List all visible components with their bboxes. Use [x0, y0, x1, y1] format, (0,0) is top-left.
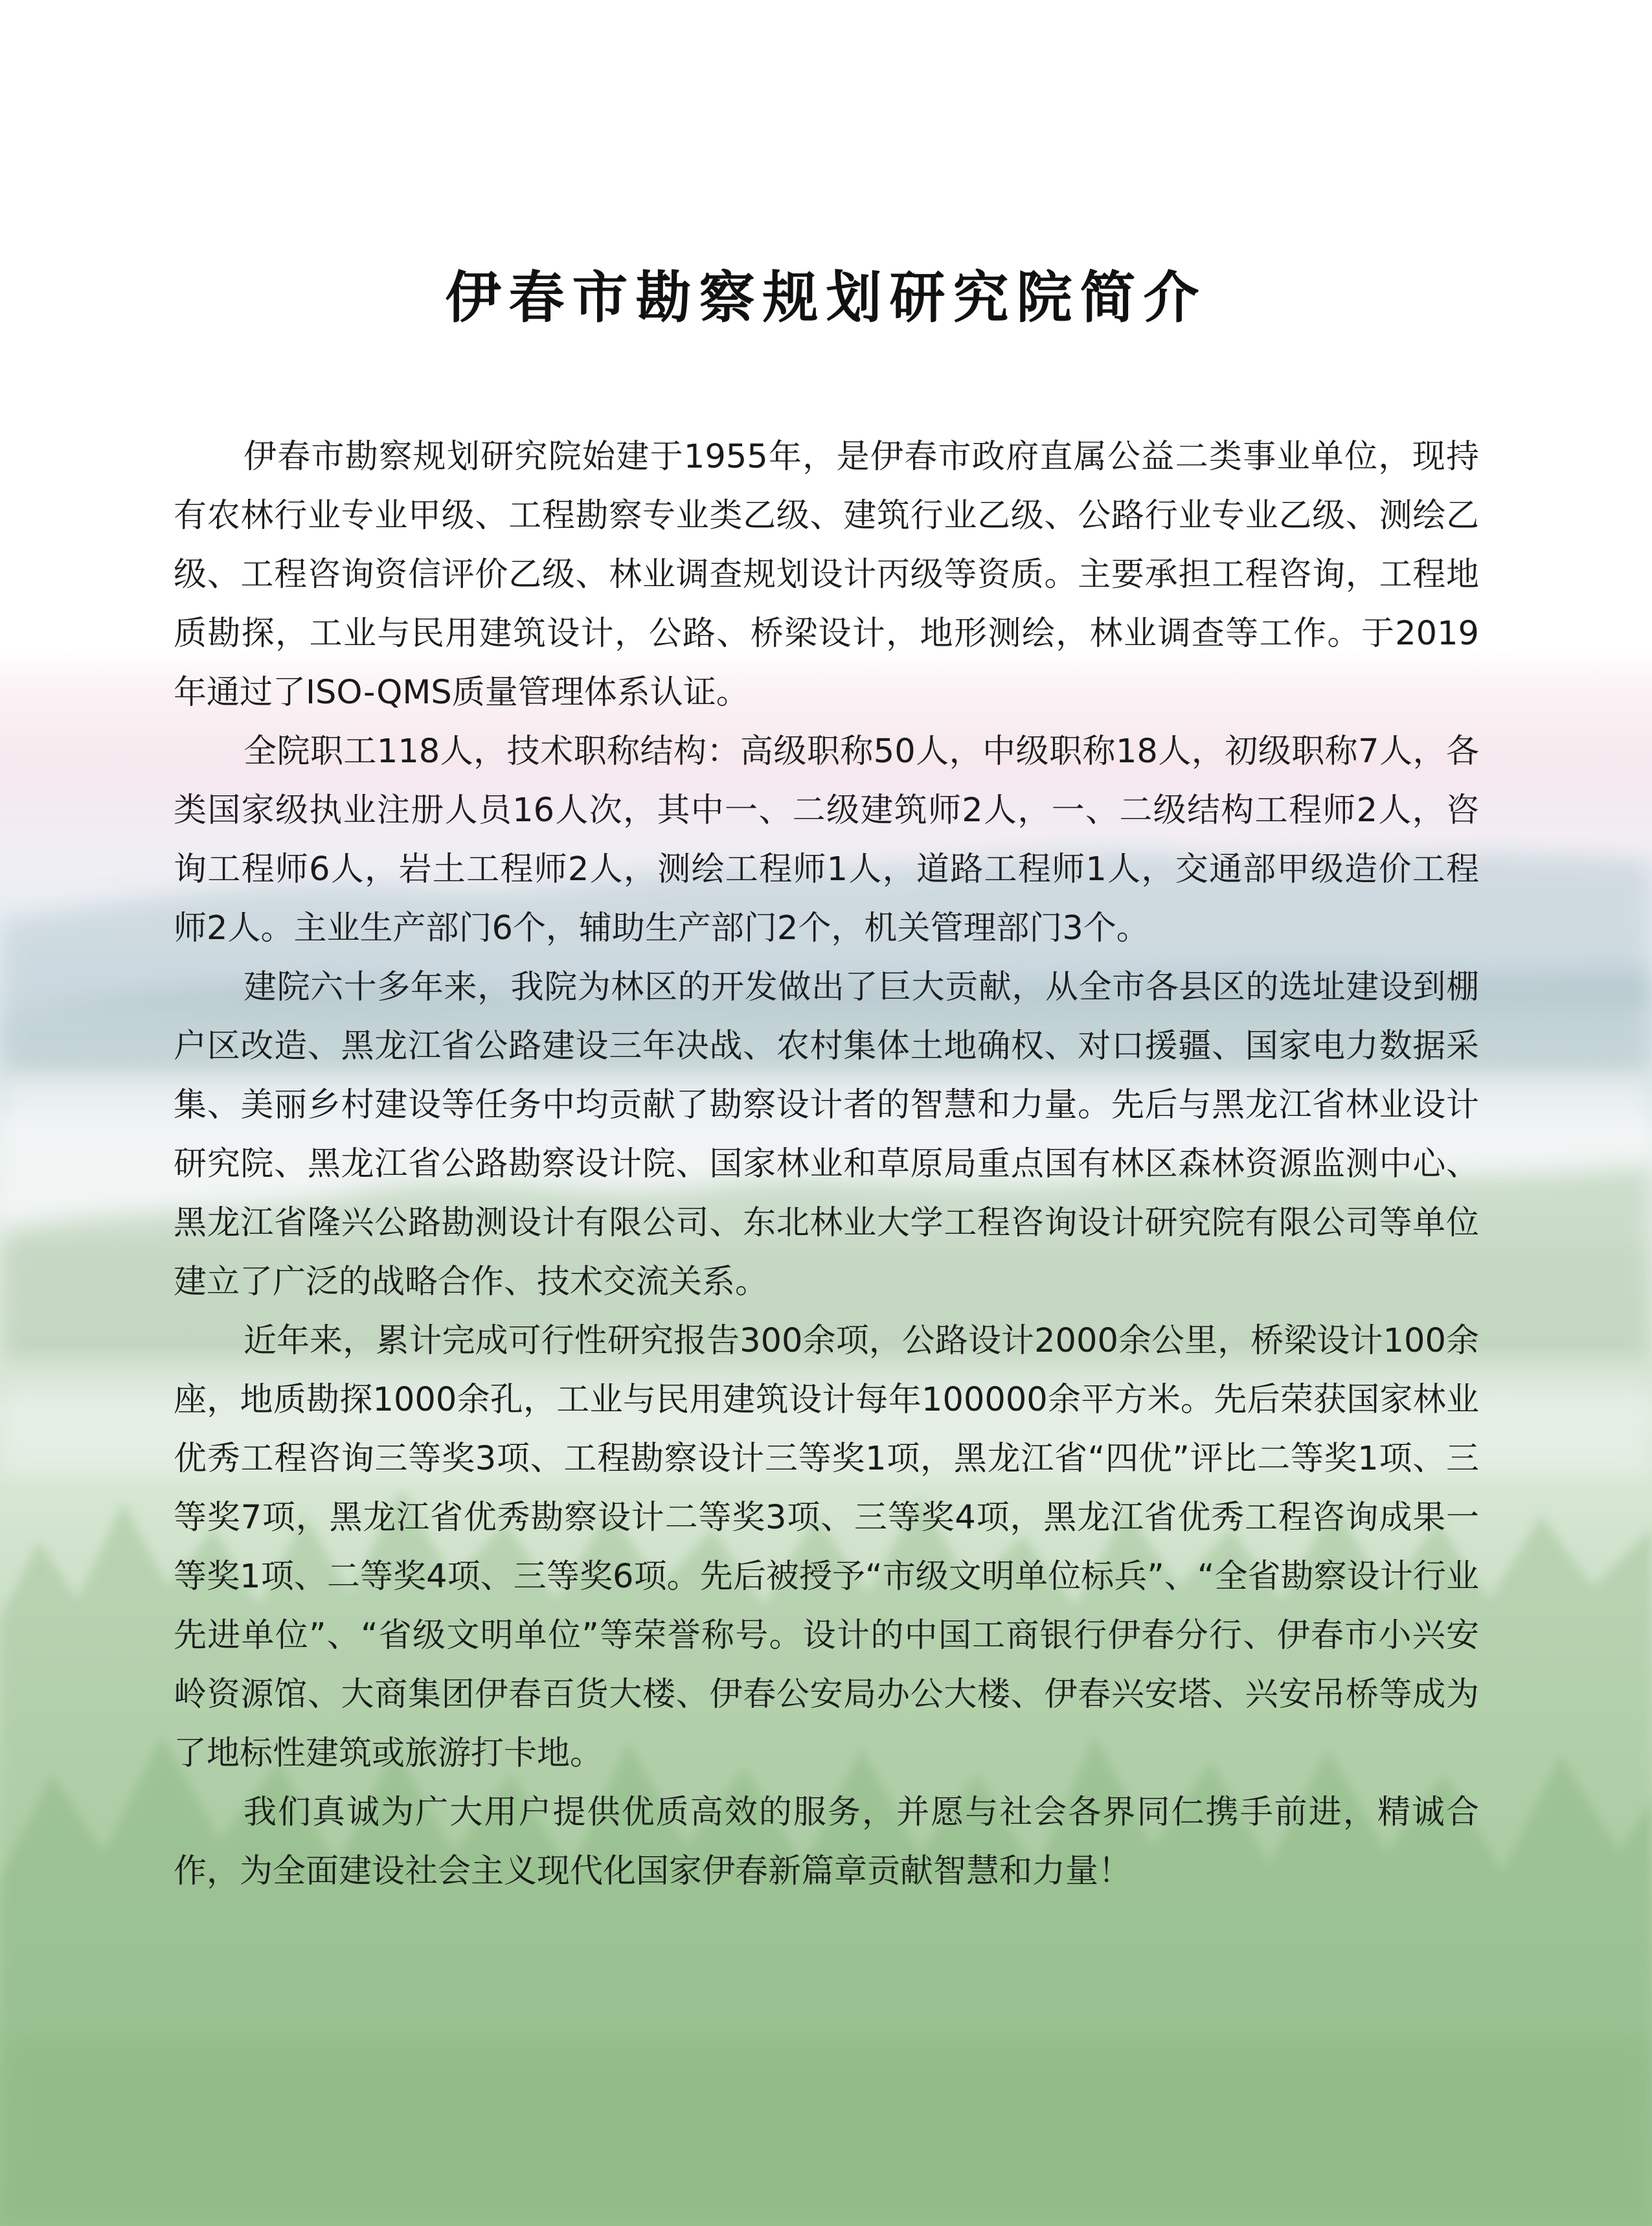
paragraph-contributions: 建院六十多年来，我院为林区的开发做出了巨大贡献，从全市各县区的选址建设到棚户区改造、黑龙江省公路建设三年决战、农村集体土地确权、对口援疆、国家电力数据采集、美丽乡村建设等任务中均贡献了勘察设计者的智慧和力量。先后与黑龙江省林业设计研究院、黑龙江省公路勘察设计院、国家林业和草原局重点国有林区森林资源监测中心、黑龙江省隆兴公路勘测设计有限公司、东北林业大学工程咨询设计研究院有限公司等单位建立了广泛的战略合作、技术交流关系。 — [174, 968, 1479, 1301]
page-title: 伊春市勘察规划研究院简介 — [445, 266, 1207, 330]
paragraph-staff: 全院职工118人，技术职称结构：高级职称50人，中级职称18人，初级职称7人，各类国家级执业注册人员16人次，其中一、二级建筑师2人，一、二级结构工程师2人，咨询工程师6人，岩土工程师2人，测绘工程师1人，道路工程师1人，交通部甲级造价工程师2人。主业生产部门6个，辅助生产部门2个，机关管理部门3个。 — [174, 733, 1479, 948]
intro-body — [174, 427, 1479, 1901]
paragraph-closing: 我们真诚为广大用户提供优质高效的服务，并愿与社会各界同仁携手前进，精诚合作，为全面建设社会主义现代化国家伊春新篇章贡献智慧和力量！ — [174, 1793, 1479, 1891]
paragraph-history: 伊春市勘察规划研究院始建于1955年，是伊春市政府直属公益二类事业单位，现持有农林行业专业甲级、工程勘察专业类乙级、建筑行业乙级、公路行业专业乙级、测绘乙级、工程咨询资信评价乙级、林业调查规划设计丙级等资质。主要承担工程咨询，工程地质勘探，工业与民用建筑设计，公路、桥梁设计，地形测绘，林业调查等工作。于2019年通过了ISO-QMS质量管理体系认证。 — [174, 438, 1479, 712]
bottom-foliage — [0, 2040, 1652, 2226]
paragraph-achievements: 近年来，累计完成可行性研究报告300余项，公路设计2000余公里，桥梁设计100余座，地质勘探1000余孔，工业与民用建筑设计每年100000余平方米。先后荣获国家林业优秀工程咨询三等奖3项、工程勘察设计三等奖1项，黑龙江省“四优”评比二等奖1项、三等奖7项，黑龙江省优秀勘察设计二等奖3项、三等奖4项，黑龙江省优秀工程咨询成果一等奖1项、二等奖4项、三等奖6项。先后被授予“市级文明单位标兵”、“全省勘察设计行业先进单位”、“省级文明单位”等荣誉称号。设计的中国工商银行伊春分行、伊春市小兴安岭资源馆、大商集团伊春百货大楼、伊春公安局办公大楼、伊春兴安塔、兴安吊桥等成为了地标性建筑或旅游打卡地。 — [174, 1322, 1479, 1773]
